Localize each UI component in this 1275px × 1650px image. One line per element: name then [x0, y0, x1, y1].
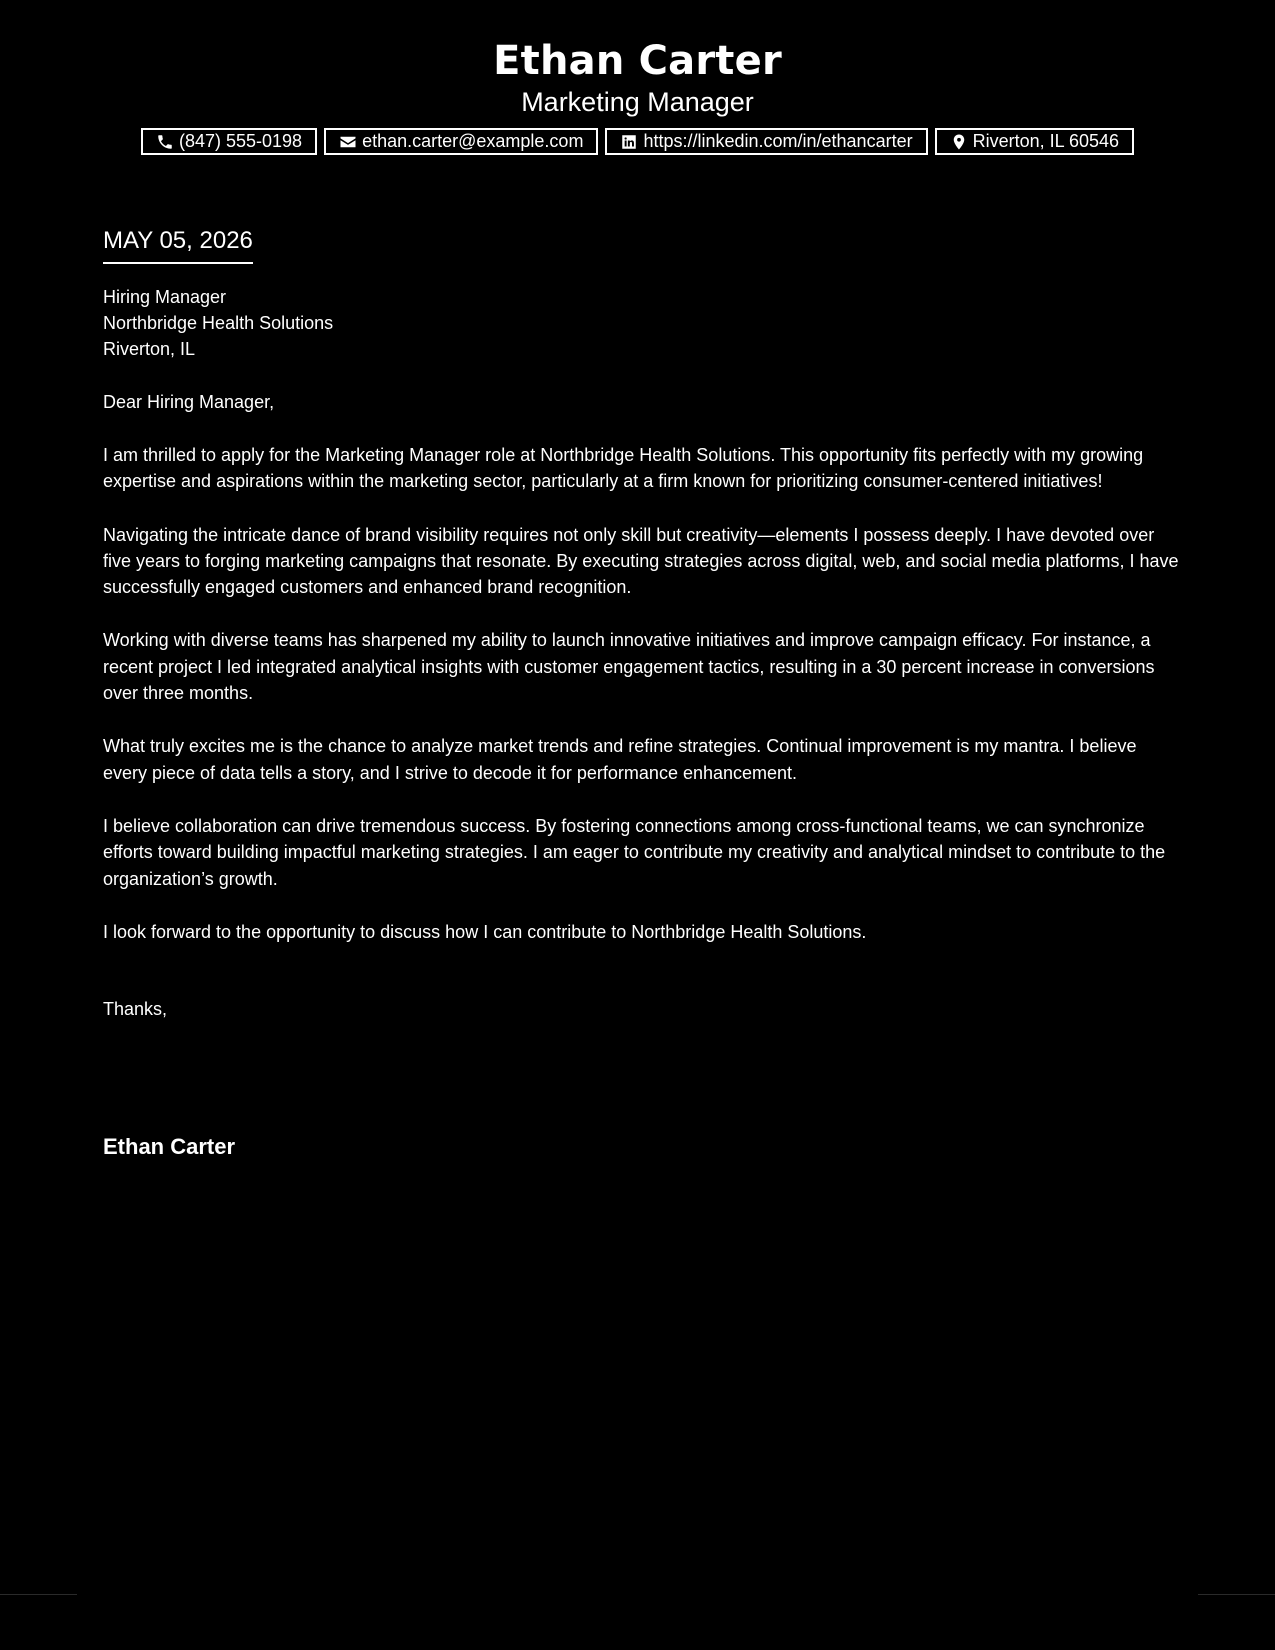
footer-divider-left	[0, 1594, 77, 1595]
contact-bar	[0, 128, 1275, 155]
paragraph-4: What truly excites me is the chance to analyze market trends and refine strategies. Continual improvement is my mantra. I believe every piece of data tells a story, and I strive to decode it for performance enhancement.	[103, 736, 1137, 783]
paragraph-3: Working with diverse teams has sharpened my ability to launch innovative initiatives and improve campaign efficacy. For instance, a recent project I led integrated analytical insights with customer engagement tactics, resulting in a 30 percent increase in conversions over three months.	[103, 630, 1155, 704]
contact-linkedin-text: https://linkedin.com/in/ethancarter	[643, 131, 913, 151]
footer-divider-right	[1198, 1594, 1275, 1595]
letter-body	[103, 226, 1183, 1161]
contact-phone-text: (847) 555-0198	[178, 131, 303, 151]
letter-header	[0, 36, 1275, 155]
closing: Thanks,	[103, 999, 168, 1020]
paragraph-1: I am thrilled to apply for the Marketing Manager role at Northbridge Health Solutions. This opportunity fits perfectly with my growing expertise and aspirations within the marketing sector, particularly at a firm known for prioritizing consumer-centered initiatives!	[103, 445, 1144, 492]
contact-location-text: Riverton, IL 60546	[972, 131, 1120, 151]
map-marker-icon	[950, 133, 968, 151]
recipient-location: Riverton, IL	[103, 339, 196, 359]
recipient-company: Northbridge Health Solutions	[103, 313, 334, 333]
applicant-title: Marketing Manager	[521, 87, 754, 117]
paragraph-2: Navigating the intricate dance of brand visibility requires not only skill but creativity—elements I possess deeply. I have devoted over five years to forging marketing campaigns that resonate. By executing strategies across digital, web, and social media platforms, I have successfully engaged customers and enhanced brand recognition.	[103, 524, 1179, 598]
contact-email[interactable]	[324, 128, 598, 155]
contact-phone[interactable]	[141, 128, 317, 155]
contact-email-text: ethan.carter@example.com	[362, 131, 584, 151]
paragraph-5: I believe collaboration can drive tremendous success. By fostering connections among cross-functional teams, we can synchronize efforts toward building impactful marketing strategies. I am eager to contribute my creativity and analytical mindset to contribute to the organization’s growth.	[103, 815, 1166, 889]
recipient-block	[103, 284, 1183, 362]
linkedin-icon	[620, 133, 638, 151]
recipient-name: Hiring Manager	[103, 287, 227, 307]
applicant-name: Ethan Carter	[493, 38, 782, 84]
contact-linkedin[interactable]	[605, 128, 927, 155]
contact-location[interactable]	[935, 128, 1134, 155]
salutation: Dear Hiring Manager,	[103, 392, 275, 412]
paragraph-6: I look forward to the opportunity to discuss how I can contribute to Northbridge Health Solutions.	[103, 921, 867, 942]
letter-date: MAY 05, 2026	[103, 226, 253, 264]
signature-name: Ethan Carter	[103, 1134, 236, 1160]
envelope-icon	[339, 133, 357, 151]
phone-icon	[156, 133, 174, 151]
